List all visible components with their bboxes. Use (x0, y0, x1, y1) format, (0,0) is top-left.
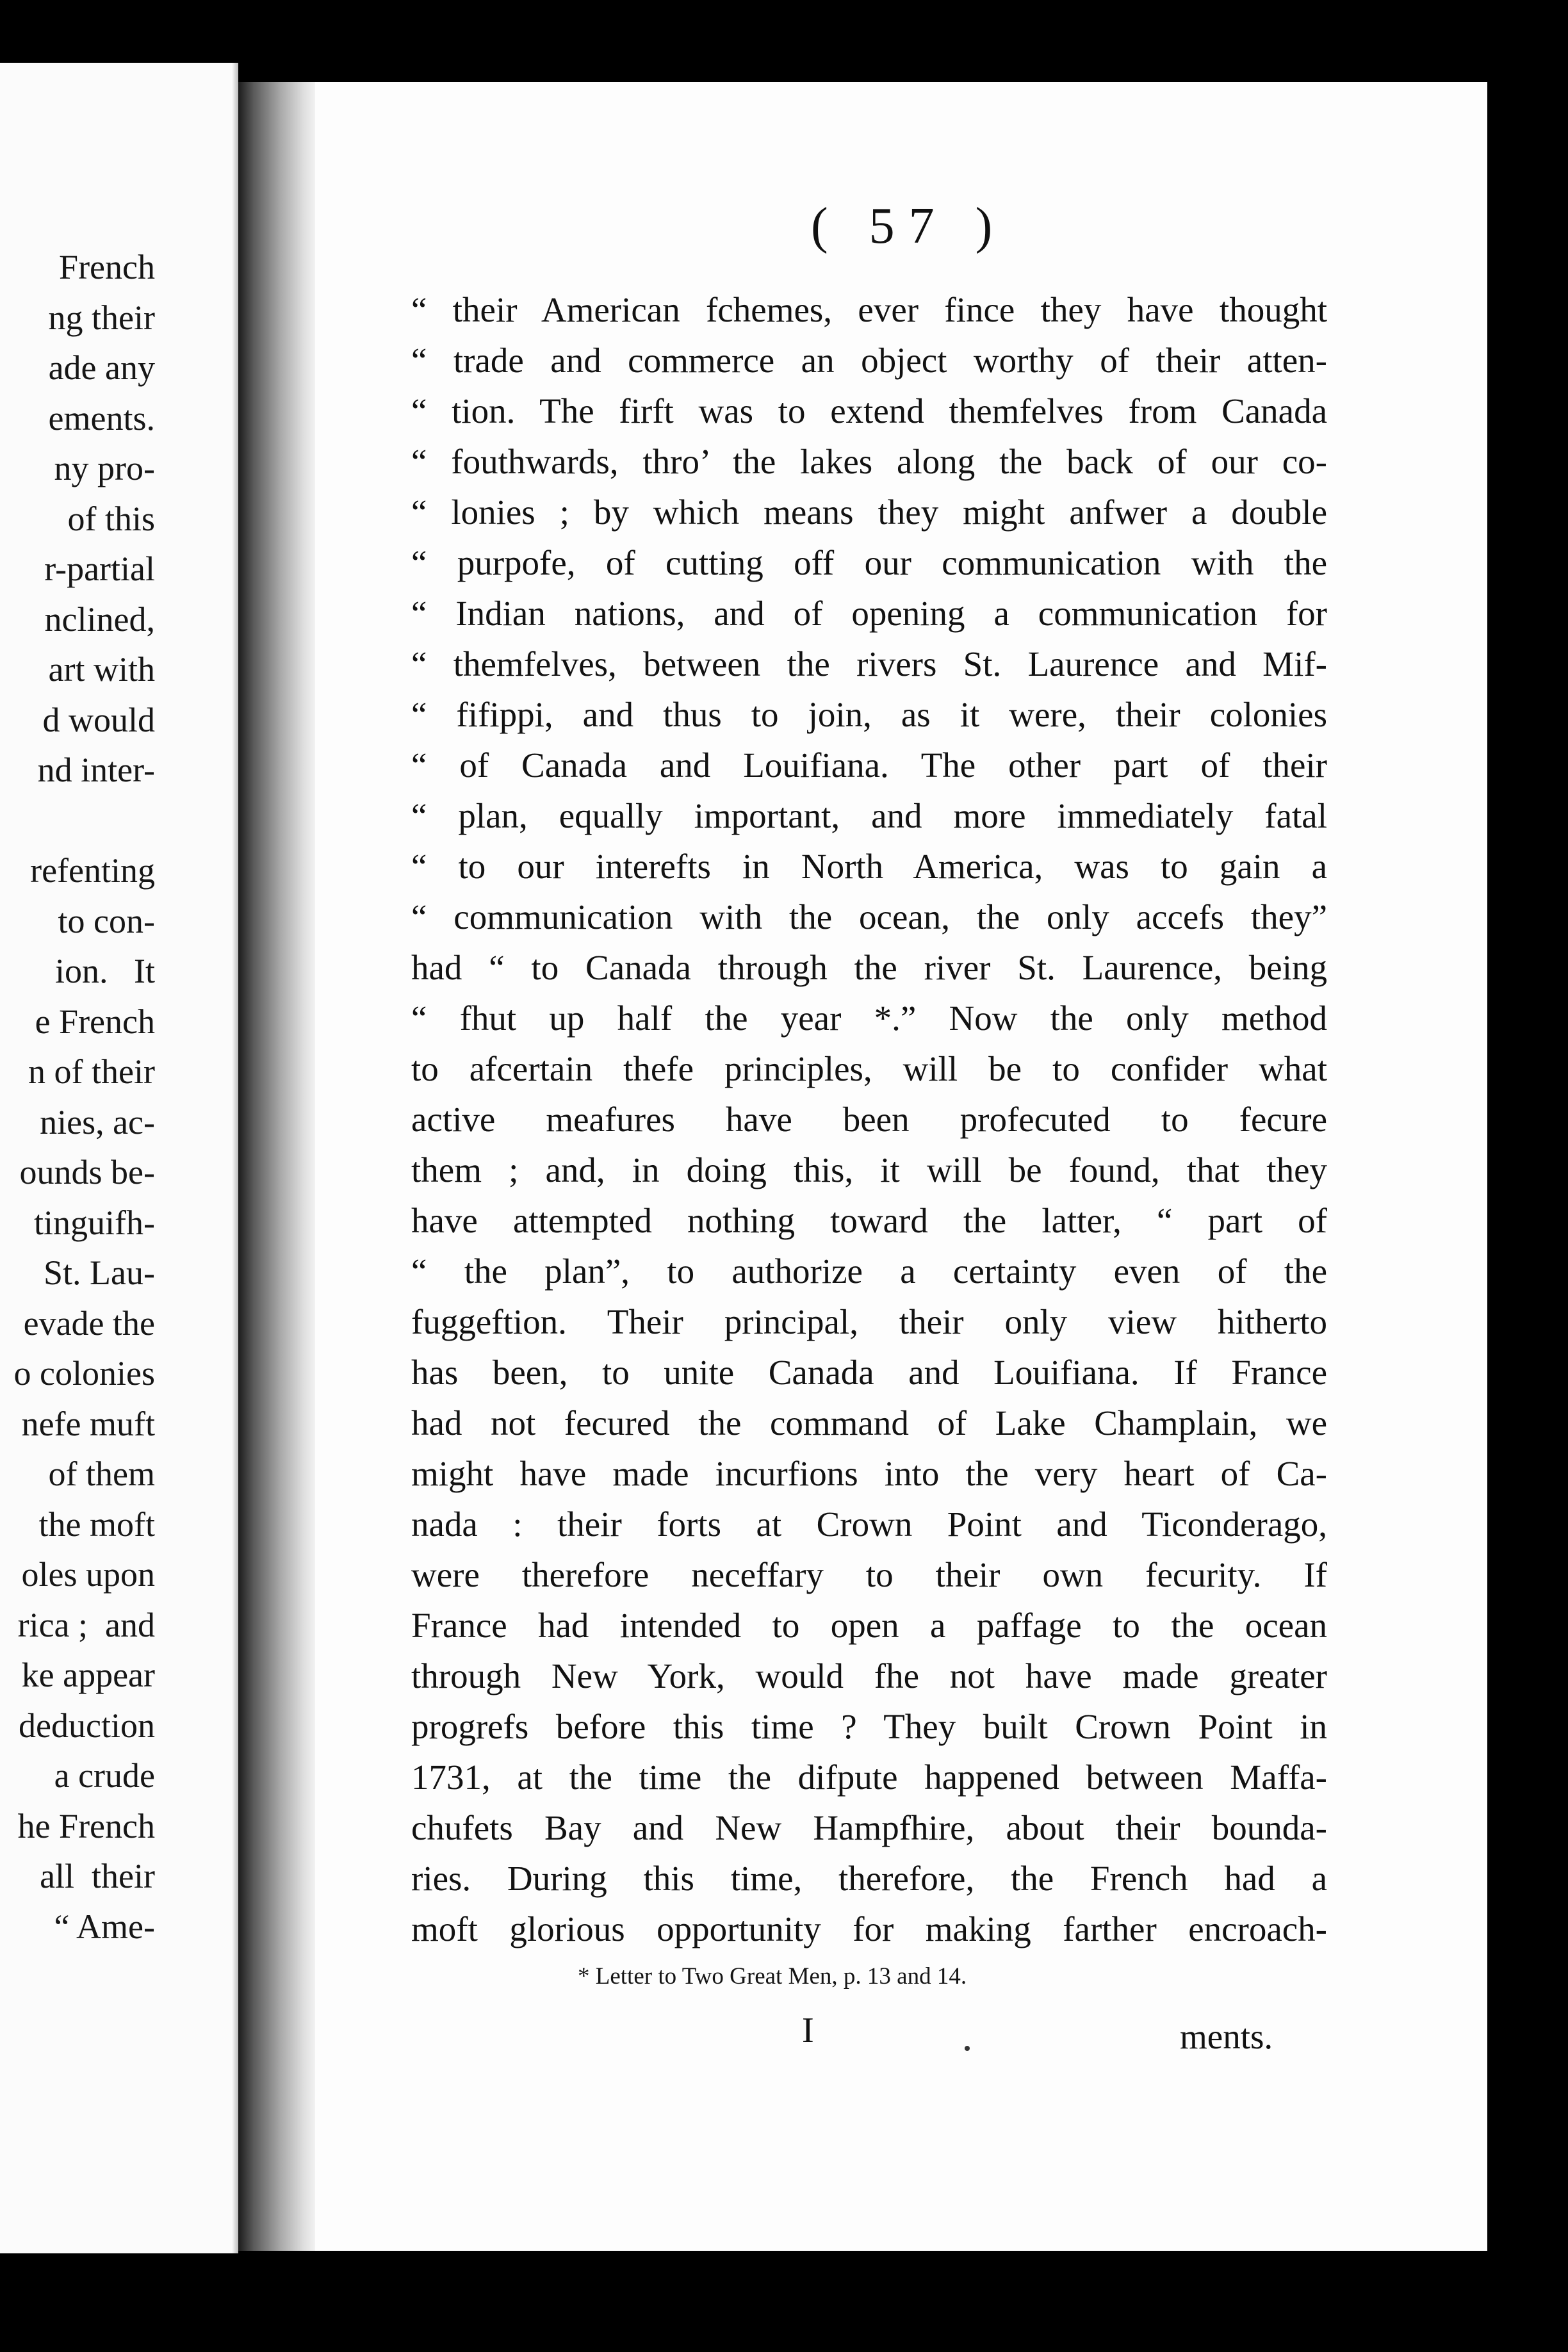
footnote: * Letter to Two Great Men, p. 13 and 14. (578, 1963, 967, 1989)
signature-mark: I (802, 2011, 814, 2050)
catchword: ments. (1180, 2017, 1273, 2056)
text-line: through New York, would fhe not have made greater (411, 1656, 1327, 1695)
text-line: “ purpofe, of cutting off our communication with the (411, 543, 1327, 582)
facing-page-line: ements. (48, 398, 155, 437)
facing-page-line: ounds be- (19, 1153, 155, 1191)
facing-page-line: e French (35, 1002, 155, 1041)
facing-page-line: deduction (19, 1706, 155, 1745)
text-line: “ plan, equally important, and more immediately fatal (411, 796, 1327, 835)
facing-page-text (14, 242, 155, 1952)
text-line: “ trade and commerce an object worthy of their atten- (411, 341, 1327, 380)
text-line: “ tion. The firft was to extend themfelves from Canada (411, 391, 1327, 430)
body-text (411, 284, 1327, 1954)
text-line: “ their American fchemes, ever fince they have thought (411, 290, 1327, 329)
facing-page-line: ade any (48, 348, 155, 387)
gutter-shadow (232, 63, 238, 2253)
ink-speck (965, 2046, 970, 2051)
facing-page-line: “ Ame- (54, 1907, 155, 1946)
text-line: had “ to Canada through the river St. Laurence, being (411, 948, 1327, 987)
text-line: “ fhut up half the year *.” Now the only method (411, 999, 1327, 1038)
text-line: progrefs before this time ? They built Crown Point in (411, 1707, 1327, 1746)
text-line: France had intended to open a paffage to the ocean (411, 1606, 1327, 1645)
facing-page-line: French (59, 248, 155, 286)
facing-page-line: tinguifh- (34, 1203, 155, 1242)
text-line: were therefore neceffary to their own fecurity. If (411, 1555, 1327, 1594)
text-line: ries. During this time, therefore, the French had a (411, 1859, 1327, 1898)
text-line: active meafures have been profecuted to fecure (411, 1100, 1327, 1139)
facing-page-line: rica ; and (17, 1605, 155, 1644)
text-line: “ lonies ; by which means they might anfwer a double (411, 493, 1327, 532)
text-line: moft glorious opportunity for making farther encroach- (411, 1909, 1327, 1948)
text-line: chufets Bay and New Hampfhire, about their bounda- (411, 1808, 1327, 1847)
facing-page-line: n of their (28, 1052, 155, 1091)
text-line: nada : their forts at Crown Point and Ticonderago, (411, 1505, 1327, 1544)
facing-page-line: the moft (38, 1505, 155, 1544)
text-line: them ; and, in doing this, it will be found, that they (411, 1150, 1327, 1189)
facing-page-line: of this (67, 499, 155, 538)
text-line: “ to our interefts in North America, was to gain a (411, 847, 1327, 886)
book-spine-shadow (238, 82, 315, 2251)
facing-page-line: refenting (30, 851, 155, 890)
text-line: “ fifippi, and thus to join, as it were, their colonies (411, 695, 1327, 734)
text-line: 1731, at the time the difpute happened between Maffa- (411, 1758, 1327, 1797)
text-line: “ Indian nations, and of opening a communication for (411, 594, 1327, 633)
text-line: “ the plan”, to authorize a certainty even of the (411, 1252, 1327, 1291)
facing-page-line (14, 796, 155, 846)
facing-page-line: d would (42, 700, 155, 739)
facing-page-line: ny pro- (54, 449, 155, 487)
facing-page-line: a crude (54, 1756, 155, 1795)
facing-page-line: oles upon (21, 1555, 155, 1594)
facing-page-line: r-partial (44, 550, 155, 588)
text-line: fuggeftion. Their principal, their only view hitherto (411, 1302, 1327, 1341)
page-number: ( 57 ) (811, 198, 1007, 254)
text-line: have attempted nothing toward the latter, “ part of (411, 1201, 1327, 1240)
facing-page-line: o colonies (13, 1354, 155, 1392)
text-line: “ of Canada and Louifiana. The other part of their (411, 746, 1327, 785)
facing-page-line: ke appear (21, 1656, 155, 1694)
facing-page-line: to con- (58, 901, 155, 940)
text-line: might have made incurfions into the very heart of Ca- (411, 1454, 1327, 1493)
text-line: has been, to unite Canada and Louifiana. If France (411, 1353, 1327, 1392)
page (315, 82, 1487, 2251)
text-line: “ communication with the ocean, the only accefs they” (411, 897, 1327, 936)
text-line: to afcertain thefe principles, will be to confider what (411, 1049, 1327, 1088)
text-line: had not fecured the command of Lake Champlain, we (411, 1403, 1327, 1442)
text-line: “ fouthwards, thro’ the lakes along the back of our co- (411, 442, 1327, 481)
facing-page-line: he French (17, 1806, 155, 1845)
facing-page-line: nefe muft (21, 1404, 155, 1443)
facing-page-line: nies, ac- (40, 1102, 155, 1141)
facing-page-line: art with (48, 650, 155, 689)
facing-page-line: all their (40, 1857, 155, 1895)
facing-page-line: nclined, (44, 600, 155, 639)
facing-page-line: ng their (48, 298, 155, 337)
facing-page-line: evade the (23, 1303, 155, 1343)
text-line: “ themfelves, between the rivers St. Laurence and Mif- (411, 644, 1327, 683)
facing-page (0, 63, 238, 2253)
facing-page-line: of them (48, 1455, 155, 1493)
facing-page-line: ion. It (55, 952, 155, 990)
facing-page-line: St. Lau- (44, 1254, 155, 1292)
facing-page-line: nd inter- (37, 751, 155, 789)
